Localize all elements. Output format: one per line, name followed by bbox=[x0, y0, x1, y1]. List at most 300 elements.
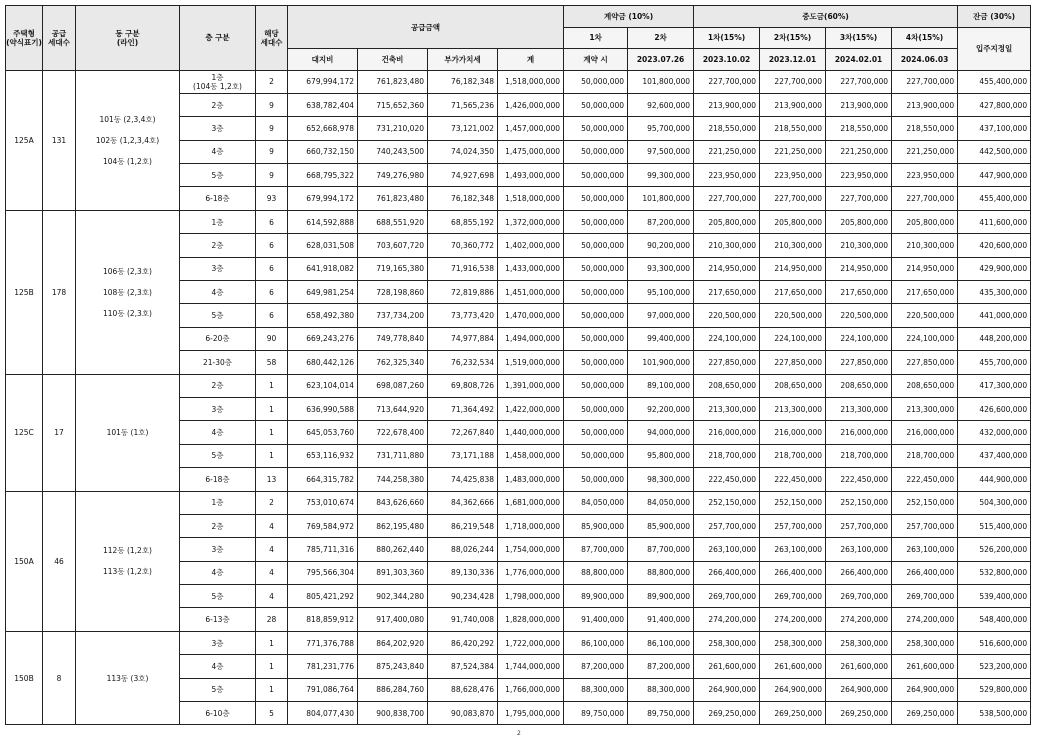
price-land: 660,732,150 bbox=[288, 140, 358, 163]
price-m2: 227,850,000 bbox=[760, 351, 826, 374]
price-vat: 72,267,840 bbox=[428, 421, 498, 444]
price-m1: 266,400,000 bbox=[694, 561, 760, 584]
price-bal: 429,900,000 bbox=[958, 257, 1031, 280]
unit-count: 1 bbox=[256, 374, 288, 397]
unit-count: 13 bbox=[256, 468, 288, 491]
price-d2: 101,800,000 bbox=[628, 70, 694, 93]
unit-type: 125B bbox=[6, 210, 43, 374]
unit-count: 1 bbox=[256, 421, 288, 444]
unit-type: 125C bbox=[6, 374, 43, 491]
table-body bbox=[6, 70, 1031, 725]
price-m2: 210,300,000 bbox=[760, 234, 826, 257]
price-land: 614,592,888 bbox=[288, 210, 358, 233]
price-m2: 257,700,000 bbox=[760, 514, 826, 537]
dong-line: 112동 (1,2호) bbox=[103, 546, 152, 556]
price-bal: 529,800,000 bbox=[958, 678, 1031, 701]
price-d2: 87,200,000 bbox=[628, 655, 694, 678]
price-bal: 448,200,000 bbox=[958, 327, 1031, 350]
price-d2: 99,300,000 bbox=[628, 164, 694, 187]
price-vat: 76,232,534 bbox=[428, 351, 498, 374]
price-vat: 72,819,886 bbox=[428, 281, 498, 304]
price-m3: 218,550,000 bbox=[826, 117, 892, 140]
price-land: 664,315,782 bbox=[288, 468, 358, 491]
price-m1: 213,900,000 bbox=[694, 93, 760, 116]
header-deposit-1: 1차 bbox=[564, 27, 628, 49]
price-vat: 71,364,492 bbox=[428, 397, 498, 420]
dong-group bbox=[76, 374, 180, 491]
price-bal: 435,300,000 bbox=[958, 281, 1031, 304]
price-vat: 86,219,548 bbox=[428, 514, 498, 537]
header-balance: 잔금 (30%) bbox=[958, 6, 1031, 28]
price-total: 1,458,000,000 bbox=[498, 444, 564, 467]
price-total: 1,440,000,000 bbox=[498, 421, 564, 444]
price-m2: 222,450,000 bbox=[760, 468, 826, 491]
header-land: 대지비 bbox=[288, 49, 358, 71]
price-land: 818,859,912 bbox=[288, 608, 358, 631]
unit-count: 6 bbox=[256, 281, 288, 304]
floor-range: 3층 bbox=[180, 117, 256, 140]
table-row bbox=[6, 70, 1031, 93]
price-m1: 269,250,000 bbox=[694, 702, 760, 725]
unit-count: 2 bbox=[256, 70, 288, 93]
price-m4: 257,700,000 bbox=[892, 514, 958, 537]
price-d2: 95,700,000 bbox=[628, 117, 694, 140]
unit-count: 1 bbox=[256, 678, 288, 701]
dong-line: 101동 (1호) bbox=[106, 428, 149, 438]
price-d2: 86,100,000 bbox=[628, 631, 694, 654]
price-vat: 76,182,348 bbox=[428, 70, 498, 93]
supply-units: 131 bbox=[43, 70, 76, 210]
price-bal: 442,500,000 bbox=[958, 140, 1031, 163]
header-type: 주택형 (약식표기) bbox=[6, 6, 43, 71]
price-vat: 74,927,698 bbox=[428, 164, 498, 187]
price-building: 891,303,360 bbox=[358, 561, 428, 584]
price-d2: 87,200,000 bbox=[628, 210, 694, 233]
price-land: 753,010,674 bbox=[288, 491, 358, 514]
unit-count: 6 bbox=[256, 234, 288, 257]
floor-range: 4층 bbox=[180, 421, 256, 444]
price-d1: 50,000,000 bbox=[564, 421, 628, 444]
price-m1: 222,450,000 bbox=[694, 468, 760, 491]
supply-units: 17 bbox=[43, 374, 76, 491]
dong-line: 104동 (1,2호) bbox=[103, 156, 152, 166]
price-d2: 97,500,000 bbox=[628, 140, 694, 163]
price-vat: 74,977,884 bbox=[428, 327, 498, 350]
floor-range: 5층 bbox=[180, 678, 256, 701]
price-d1: 85,900,000 bbox=[564, 514, 628, 537]
header-mid-2-when: 2023.12.01 bbox=[760, 49, 826, 71]
price-m2: 205,800,000 bbox=[760, 210, 826, 233]
price-d2: 95,100,000 bbox=[628, 281, 694, 304]
price-building: 917,400,080 bbox=[358, 608, 428, 631]
price-d1: 50,000,000 bbox=[564, 374, 628, 397]
unit-count: 1 bbox=[256, 397, 288, 420]
price-m2: 216,000,000 bbox=[760, 421, 826, 444]
price-m1: 269,700,000 bbox=[694, 585, 760, 608]
price-m4: 213,300,000 bbox=[892, 397, 958, 420]
price-total: 1,754,000,000 bbox=[498, 538, 564, 561]
unit-count: 9 bbox=[256, 117, 288, 140]
supply-units: 46 bbox=[43, 491, 76, 631]
price-d1: 89,900,000 bbox=[564, 585, 628, 608]
header-dong-group: 동 구분 (라인) bbox=[76, 6, 180, 71]
price-building: 719,165,380 bbox=[358, 257, 428, 280]
price-land: 781,231,776 bbox=[288, 655, 358, 678]
header-vat: 부가가치세 bbox=[428, 49, 498, 71]
header-supply-units: 공급 세대수 bbox=[43, 6, 76, 71]
price-m3: 227,850,000 bbox=[826, 351, 892, 374]
header-mid-4-when: 2024.06.03 bbox=[892, 49, 958, 71]
price-vat: 89,130,336 bbox=[428, 561, 498, 584]
price-m2: 266,400,000 bbox=[760, 561, 826, 584]
supply-units: 8 bbox=[43, 631, 76, 725]
price-land: 628,031,508 bbox=[288, 234, 358, 257]
price-m1: 264,900,000 bbox=[694, 678, 760, 701]
price-m3: 257,700,000 bbox=[826, 514, 892, 537]
price-d2: 85,900,000 bbox=[628, 514, 694, 537]
price-d2: 92,200,000 bbox=[628, 397, 694, 420]
floor-range: 4층 bbox=[180, 655, 256, 678]
price-total: 1,798,000,000 bbox=[498, 585, 564, 608]
price-m1: 217,650,000 bbox=[694, 281, 760, 304]
price-bal: 516,600,000 bbox=[958, 631, 1031, 654]
price-m4: 266,400,000 bbox=[892, 561, 958, 584]
price-m3: 264,900,000 bbox=[826, 678, 892, 701]
floor-range: 5층 bbox=[180, 585, 256, 608]
price-land: 658,492,380 bbox=[288, 304, 358, 327]
price-building: 880,262,440 bbox=[358, 538, 428, 561]
price-vat: 71,565,236 bbox=[428, 93, 498, 116]
price-m3: 220,500,000 bbox=[826, 304, 892, 327]
price-land: 680,442,126 bbox=[288, 351, 358, 374]
dong-line: 106동 (2,3호) bbox=[103, 266, 152, 276]
unit-count: 2 bbox=[256, 491, 288, 514]
price-land: 791,086,764 bbox=[288, 678, 358, 701]
price-m4: 208,650,000 bbox=[892, 374, 958, 397]
price-land: 652,668,978 bbox=[288, 117, 358, 140]
price-d2: 89,750,000 bbox=[628, 702, 694, 725]
price-m4: 227,700,000 bbox=[892, 187, 958, 210]
price-d1: 50,000,000 bbox=[564, 93, 628, 116]
unit-count: 5 bbox=[256, 702, 288, 725]
price-vat: 69,808,726 bbox=[428, 374, 498, 397]
price-building: 715,652,360 bbox=[358, 93, 428, 116]
header-supply-price: 공급금액 bbox=[288, 6, 564, 49]
header-mid-3: 3차(15%) bbox=[826, 27, 892, 49]
floor-range: 21-30층 bbox=[180, 351, 256, 374]
price-building: 886,284,760 bbox=[358, 678, 428, 701]
price-d1: 89,750,000 bbox=[564, 702, 628, 725]
price-m4: 213,900,000 bbox=[892, 93, 958, 116]
price-building: 900,838,700 bbox=[358, 702, 428, 725]
header-building: 건축비 bbox=[358, 49, 428, 71]
price-m1: 274,200,000 bbox=[694, 608, 760, 631]
price-m4: 205,800,000 bbox=[892, 210, 958, 233]
price-m1: 258,300,000 bbox=[694, 631, 760, 654]
floor-range: 6-20층 bbox=[180, 327, 256, 350]
price-m2: 227,700,000 bbox=[760, 70, 826, 93]
unit-count: 9 bbox=[256, 140, 288, 163]
floor-range: 6-13층 bbox=[180, 608, 256, 631]
price-m4: 269,250,000 bbox=[892, 702, 958, 725]
price-vat: 84,362,666 bbox=[428, 491, 498, 514]
price-d2: 97,000,000 bbox=[628, 304, 694, 327]
price-d1: 88,300,000 bbox=[564, 678, 628, 701]
price-m3: 221,250,000 bbox=[826, 140, 892, 163]
price-total: 1,828,000,000 bbox=[498, 608, 564, 631]
price-building: 731,210,020 bbox=[358, 117, 428, 140]
price-d2: 84,050,000 bbox=[628, 491, 694, 514]
floor-range: 1층 (104동 1,2호) bbox=[180, 70, 256, 93]
price-m4: 221,250,000 bbox=[892, 140, 958, 163]
price-building: 722,678,400 bbox=[358, 421, 428, 444]
price-land: 804,077,430 bbox=[288, 702, 358, 725]
floor-range: 3층 bbox=[180, 538, 256, 561]
dong-line: 110동 (2,3호) bbox=[103, 308, 152, 318]
price-m3: 269,700,000 bbox=[826, 585, 892, 608]
price-d2: 92,600,000 bbox=[628, 93, 694, 116]
price-d1: 50,000,000 bbox=[564, 257, 628, 280]
floor-range: 3층 bbox=[180, 631, 256, 654]
price-m1: 214,950,000 bbox=[694, 257, 760, 280]
unit-count: 1 bbox=[256, 655, 288, 678]
price-vat: 68,855,192 bbox=[428, 210, 498, 233]
price-m2: 208,650,000 bbox=[760, 374, 826, 397]
header-deposit-2-when: 2023.07.26 bbox=[628, 49, 694, 71]
price-building: 902,344,280 bbox=[358, 585, 428, 608]
price-land: 805,421,292 bbox=[288, 585, 358, 608]
price-m3: 227,700,000 bbox=[826, 70, 892, 93]
price-d1: 50,000,000 bbox=[564, 304, 628, 327]
unit-count: 6 bbox=[256, 210, 288, 233]
price-m1: 257,700,000 bbox=[694, 514, 760, 537]
price-m4: 258,300,000 bbox=[892, 631, 958, 654]
floor-range: 4층 bbox=[180, 281, 256, 304]
price-bal: 417,300,000 bbox=[958, 374, 1031, 397]
price-total: 1,795,000,000 bbox=[498, 702, 564, 725]
price-m3: 266,400,000 bbox=[826, 561, 892, 584]
price-d1: 50,000,000 bbox=[564, 281, 628, 304]
price-d1: 87,700,000 bbox=[564, 538, 628, 561]
price-m1: 261,600,000 bbox=[694, 655, 760, 678]
price-d1: 50,000,000 bbox=[564, 210, 628, 233]
unit-count: 1 bbox=[256, 631, 288, 654]
price-land: 636,990,588 bbox=[288, 397, 358, 420]
price-total: 1,519,000,000 bbox=[498, 351, 564, 374]
price-building: 862,195,480 bbox=[358, 514, 428, 537]
price-m4: 274,200,000 bbox=[892, 608, 958, 631]
header-total: 계 bbox=[498, 49, 564, 71]
floor-range: 2층 bbox=[180, 234, 256, 257]
price-bal: 532,800,000 bbox=[958, 561, 1031, 584]
price-m4: 217,650,000 bbox=[892, 281, 958, 304]
price-vat: 90,234,428 bbox=[428, 585, 498, 608]
price-m2: 213,900,000 bbox=[760, 93, 826, 116]
price-m4: 264,900,000 bbox=[892, 678, 958, 701]
price-building: 875,243,840 bbox=[358, 655, 428, 678]
price-vat: 91,740,008 bbox=[428, 608, 498, 631]
price-m1: 227,850,000 bbox=[694, 351, 760, 374]
price-vat: 73,773,420 bbox=[428, 304, 498, 327]
price-vat: 73,121,002 bbox=[428, 117, 498, 140]
price-building: 688,551,920 bbox=[358, 210, 428, 233]
price-m4: 261,600,000 bbox=[892, 655, 958, 678]
dong-group bbox=[76, 631, 180, 725]
header-floor-group: 층 구분 bbox=[180, 6, 256, 71]
unit-count: 9 bbox=[256, 164, 288, 187]
price-total: 1,475,000,000 bbox=[498, 140, 564, 163]
price-total: 1,422,000,000 bbox=[498, 397, 564, 420]
price-m3: 218,700,000 bbox=[826, 444, 892, 467]
price-total: 1,722,000,000 bbox=[498, 631, 564, 654]
price-bal: 432,000,000 bbox=[958, 421, 1031, 444]
price-m2: 258,300,000 bbox=[760, 631, 826, 654]
price-land: 668,795,322 bbox=[288, 164, 358, 187]
price-m3: 269,250,000 bbox=[826, 702, 892, 725]
price-m1: 227,700,000 bbox=[694, 187, 760, 210]
price-m1: 223,950,000 bbox=[694, 164, 760, 187]
price-m2: 218,550,000 bbox=[760, 117, 826, 140]
header-units-per-floor: 해당 세대수 bbox=[256, 6, 288, 71]
price-m1: 220,500,000 bbox=[694, 304, 760, 327]
price-bal: 437,400,000 bbox=[958, 444, 1031, 467]
price-m2: 224,100,000 bbox=[760, 327, 826, 350]
price-building: 761,823,480 bbox=[358, 70, 428, 93]
price-bal: 437,100,000 bbox=[958, 117, 1031, 140]
price-bal: 427,800,000 bbox=[958, 93, 1031, 116]
price-vat: 74,425,838 bbox=[428, 468, 498, 491]
header-deposit-2: 2차 bbox=[628, 27, 694, 49]
price-m2: 274,200,000 bbox=[760, 608, 826, 631]
price-total: 1,776,000,000 bbox=[498, 561, 564, 584]
price-total: 1,372,000,000 bbox=[498, 210, 564, 233]
price-building: 731,711,880 bbox=[358, 444, 428, 467]
price-table-wrapper bbox=[5, 5, 1031, 725]
price-building: 703,607,720 bbox=[358, 234, 428, 257]
unit-count: 4 bbox=[256, 561, 288, 584]
price-m4: 227,700,000 bbox=[892, 70, 958, 93]
price-d1: 50,000,000 bbox=[564, 117, 628, 140]
price-d1: 50,000,000 bbox=[564, 234, 628, 257]
unit-count: 93 bbox=[256, 187, 288, 210]
price-vat: 88,026,244 bbox=[428, 538, 498, 561]
floor-range: 6-18층 bbox=[180, 187, 256, 210]
price-total: 1,518,000,000 bbox=[498, 70, 564, 93]
price-building: 713,644,920 bbox=[358, 397, 428, 420]
supply-units: 178 bbox=[43, 210, 76, 374]
price-building: 740,243,500 bbox=[358, 140, 428, 163]
price-m3: 214,950,000 bbox=[826, 257, 892, 280]
floor-range: 4층 bbox=[180, 561, 256, 584]
price-m3: 224,100,000 bbox=[826, 327, 892, 350]
unit-count: 58 bbox=[256, 351, 288, 374]
table-row bbox=[6, 210, 1031, 233]
dong-line: 102동 (1,2,3,4호) bbox=[95, 135, 160, 145]
price-bal: 504,300,000 bbox=[958, 491, 1031, 514]
price-d2: 101,900,000 bbox=[628, 351, 694, 374]
floor-range: 2층 bbox=[180, 374, 256, 397]
price-d1: 50,000,000 bbox=[564, 351, 628, 374]
price-vat: 76,182,348 bbox=[428, 187, 498, 210]
price-d1: 88,800,000 bbox=[564, 561, 628, 584]
price-m2: 227,700,000 bbox=[760, 187, 826, 210]
price-land: 769,584,972 bbox=[288, 514, 358, 537]
price-total: 1,391,000,000 bbox=[498, 374, 564, 397]
price-m2: 269,700,000 bbox=[760, 585, 826, 608]
price-m1: 218,550,000 bbox=[694, 117, 760, 140]
price-building: 698,087,260 bbox=[358, 374, 428, 397]
floor-range: 6-18층 bbox=[180, 468, 256, 491]
floor-range: 1층 bbox=[180, 210, 256, 233]
price-d2: 101,800,000 bbox=[628, 187, 694, 210]
price-d2: 87,700,000 bbox=[628, 538, 694, 561]
price-total: 1,483,000,000 bbox=[498, 468, 564, 491]
price-land: 771,376,788 bbox=[288, 631, 358, 654]
price-vat: 86,420,292 bbox=[428, 631, 498, 654]
price-d1: 50,000,000 bbox=[564, 164, 628, 187]
price-d2: 94,000,000 bbox=[628, 421, 694, 444]
price-m3: 227,700,000 bbox=[826, 187, 892, 210]
floor-range: 4층 bbox=[180, 140, 256, 163]
price-m4: 224,100,000 bbox=[892, 327, 958, 350]
price-m2: 263,100,000 bbox=[760, 538, 826, 561]
price-m1: 263,100,000 bbox=[694, 538, 760, 561]
price-bal: 447,900,000 bbox=[958, 164, 1031, 187]
price-bal: 455,700,000 bbox=[958, 351, 1031, 374]
floor-range: 5층 bbox=[180, 164, 256, 187]
price-m2: 217,650,000 bbox=[760, 281, 826, 304]
price-bal: 548,400,000 bbox=[958, 608, 1031, 631]
floor-range: 5층 bbox=[180, 444, 256, 467]
unit-count: 9 bbox=[256, 93, 288, 116]
price-m1: 218,700,000 bbox=[694, 444, 760, 467]
price-d1: 50,000,000 bbox=[564, 140, 628, 163]
dong-group bbox=[76, 491, 180, 631]
price-m3: 222,450,000 bbox=[826, 468, 892, 491]
header-mid-1-when: 2023.10.02 bbox=[694, 49, 760, 71]
unit-count: 1 bbox=[256, 444, 288, 467]
price-m4: 214,950,000 bbox=[892, 257, 958, 280]
price-m1: 252,150,000 bbox=[694, 491, 760, 514]
price-bal: 441,000,000 bbox=[958, 304, 1031, 327]
price-m4: 222,450,000 bbox=[892, 468, 958, 491]
price-m3: 223,950,000 bbox=[826, 164, 892, 187]
price-m3: 263,100,000 bbox=[826, 538, 892, 561]
unit-count: 4 bbox=[256, 538, 288, 561]
price-m4: 218,550,000 bbox=[892, 117, 958, 140]
price-m4: 218,700,000 bbox=[892, 444, 958, 467]
dong-line: 113동 (3호) bbox=[106, 673, 149, 683]
price-m2: 223,950,000 bbox=[760, 164, 826, 187]
price-m1: 216,000,000 bbox=[694, 421, 760, 444]
price-m4: 216,000,000 bbox=[892, 421, 958, 444]
price-m4: 220,500,000 bbox=[892, 304, 958, 327]
price-bal: 426,600,000 bbox=[958, 397, 1031, 420]
price-m3: 216,000,000 bbox=[826, 421, 892, 444]
price-total: 1,470,000,000 bbox=[498, 304, 564, 327]
price-m1: 221,250,000 bbox=[694, 140, 760, 163]
price-land: 679,994,172 bbox=[288, 187, 358, 210]
price-m3: 213,300,000 bbox=[826, 397, 892, 420]
price-building: 749,778,840 bbox=[358, 327, 428, 350]
price-m2: 220,500,000 bbox=[760, 304, 826, 327]
header-mid-4: 4차(15%) bbox=[892, 27, 958, 49]
price-d1: 50,000,000 bbox=[564, 444, 628, 467]
price-land: 641,918,082 bbox=[288, 257, 358, 280]
price-m2: 252,150,000 bbox=[760, 491, 826, 514]
price-d2: 89,100,000 bbox=[628, 374, 694, 397]
price-vat: 71,916,538 bbox=[428, 257, 498, 280]
